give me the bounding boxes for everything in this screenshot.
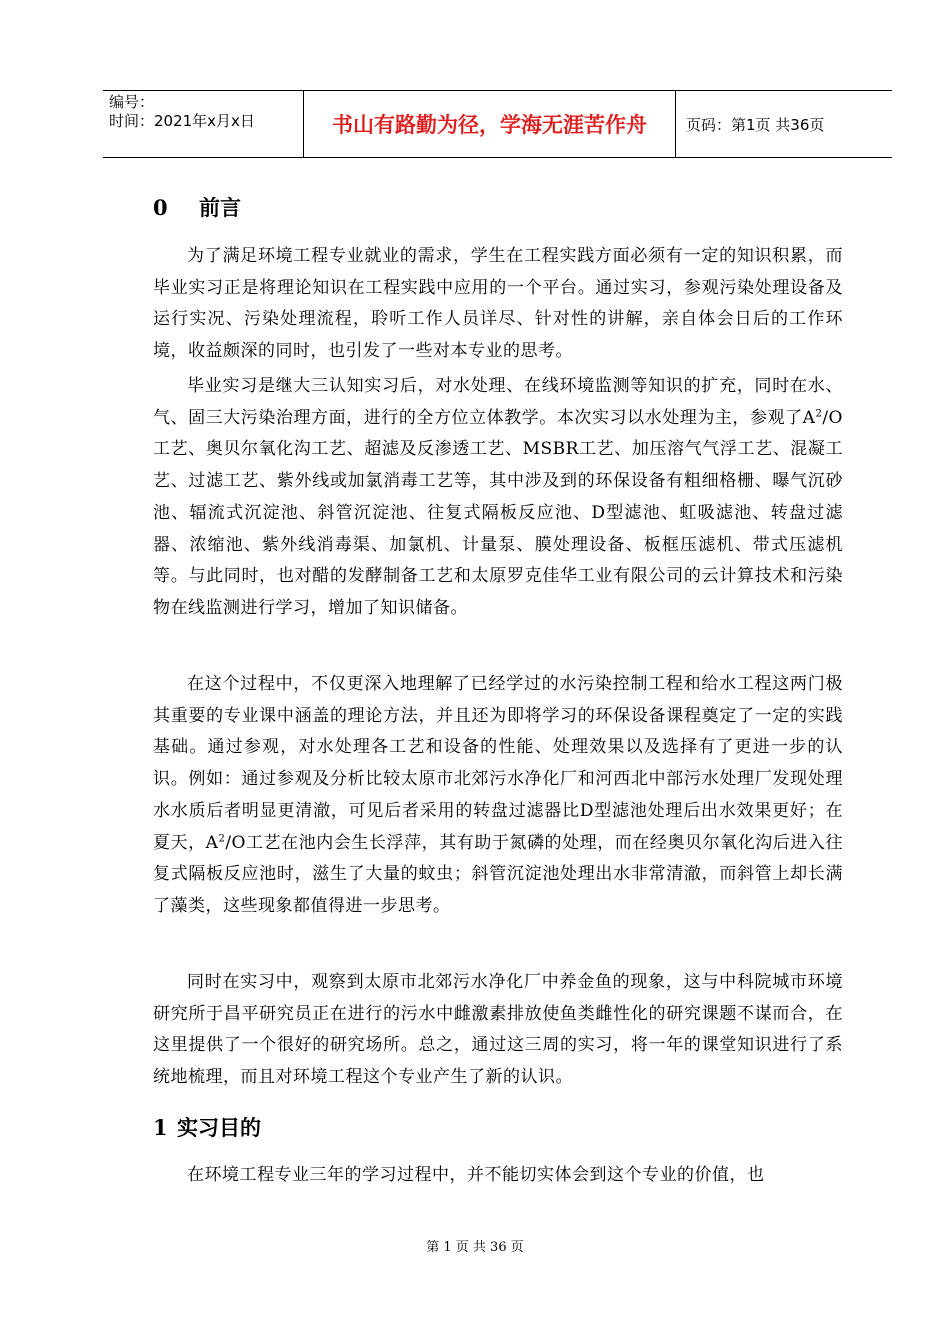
section-number: 0 [153,195,168,220]
date-line: 时间：2021年x月x日 [109,112,255,130]
section-heading-purpose [153,1112,261,1142]
superscript: 2 [218,832,226,844]
paragraph-intro: 为了满足环境工程专业就业的需求，学生在工程实践方面必须有一定的知识积累，而毕业实习正是将理论知识在工程实践中应用的一个平台。通过实习，参观污染处理设备及运行实况、污染处理流程，聆听工作人员详尽、针对性的讲解，亲自体会日后的工作环境，收益颇深的同时，也引发了一些对本专业的思考。 [153,246,843,362]
paragraph-purpose: 在环境工程专业三年的学习过程中，并不能切实体会到这个专业的价值，也 [187,1165,765,1185]
header-page-info: 页码：第1页 共36页 [686,115,825,134]
section-title: 前言 [199,196,241,220]
page-footer: 第 1 页 共 36 页 [426,1240,524,1255]
paragraph-observation: 同时在实习中，观察到太原市北郊污水净化厂中养金鱼的现象，这与中科院城市环境研究所于昌平研究员正在进行的污水中雌激素排放使鱼类雌性化的研究课题不谋而合，在这里提供了一个很好的研究场所。总之，通过这三周的实习，将一年的课堂知识进行了系统地梳理，而且对环境工程这个专业产生了新的认识。 [153,972,843,1088]
section-title: 实习目的 [177,1116,261,1140]
section-number: 1 [153,1115,168,1140]
serial-number-label: 编号： [109,93,155,111]
header-meta [103,91,303,157]
document-header [103,90,892,158]
header-motto: 书山有路勤为径，学海无涯苦作舟 [303,91,676,157]
paragraph-internship-overview: 毕业实习是继大三认知实习后，对水处理、在线环境监测等知识的扩充，同时在水、气、固三大污染治理方面，进行的全方位立体教学。本次实习以水处理为主，参观了$A^2/O$工艺、奥贝尔氧化沟工艺、超滤及反渗透工艺、MSBR工艺、加压溶气气浮工艺、混凝工艺、过滤工艺、紫外线或加氯消毒工艺等，其中涉及到的环保设备有粗细格栅、曝气沉砂池、辐流式沉淀池、斜管沉淀池、往复式隔板反应池、D型滤池、虹吸滤池、转盘过滤器、浓缩池、紫外线消毒渠、加氯机、计量泵、膜处理设备、板框压滤机、带式压滤机等。与此同时，也对醋的发酵制备工艺和太原罗克佳华工业有限公司的云计算技术和污染物在线监测进行学习，增加了知识储备。 [153,376,843,618]
superscript: 2 [815,408,823,420]
section-heading-preface [153,192,241,222]
paragraph-process-reflection: 在这个过程中，不仅更深入地理解了已经学过的水污染控制工程和给水工程这两门极其重要的专业课中涵盖的理论方法，并且还为即将学习的环保设备课程奠定了一定的实践基础。通过参观，对水处理各工艺和设备的性能、处理效果以及选择有了更进一步的认识。例如：通过参观及分析比较太原市北郊污水净化厂和河西北中部污水处理厂发现处理水水质后者明显更清澈，可见后者采用的转盘过滤器比D型滤池处理后出水效果更好；在夏天，$A^2/O$工艺在池内会生长浮萍，其有助于氮磷的处理，而在经奥贝尔氧化沟后进入往复式隔板反应池时，滋生了大量的蚊虫；斜管沉淀池处理出水非常清澈，而斜管上却长满了藻类，这些现象都值得进一步思考。 [153,674,843,916]
